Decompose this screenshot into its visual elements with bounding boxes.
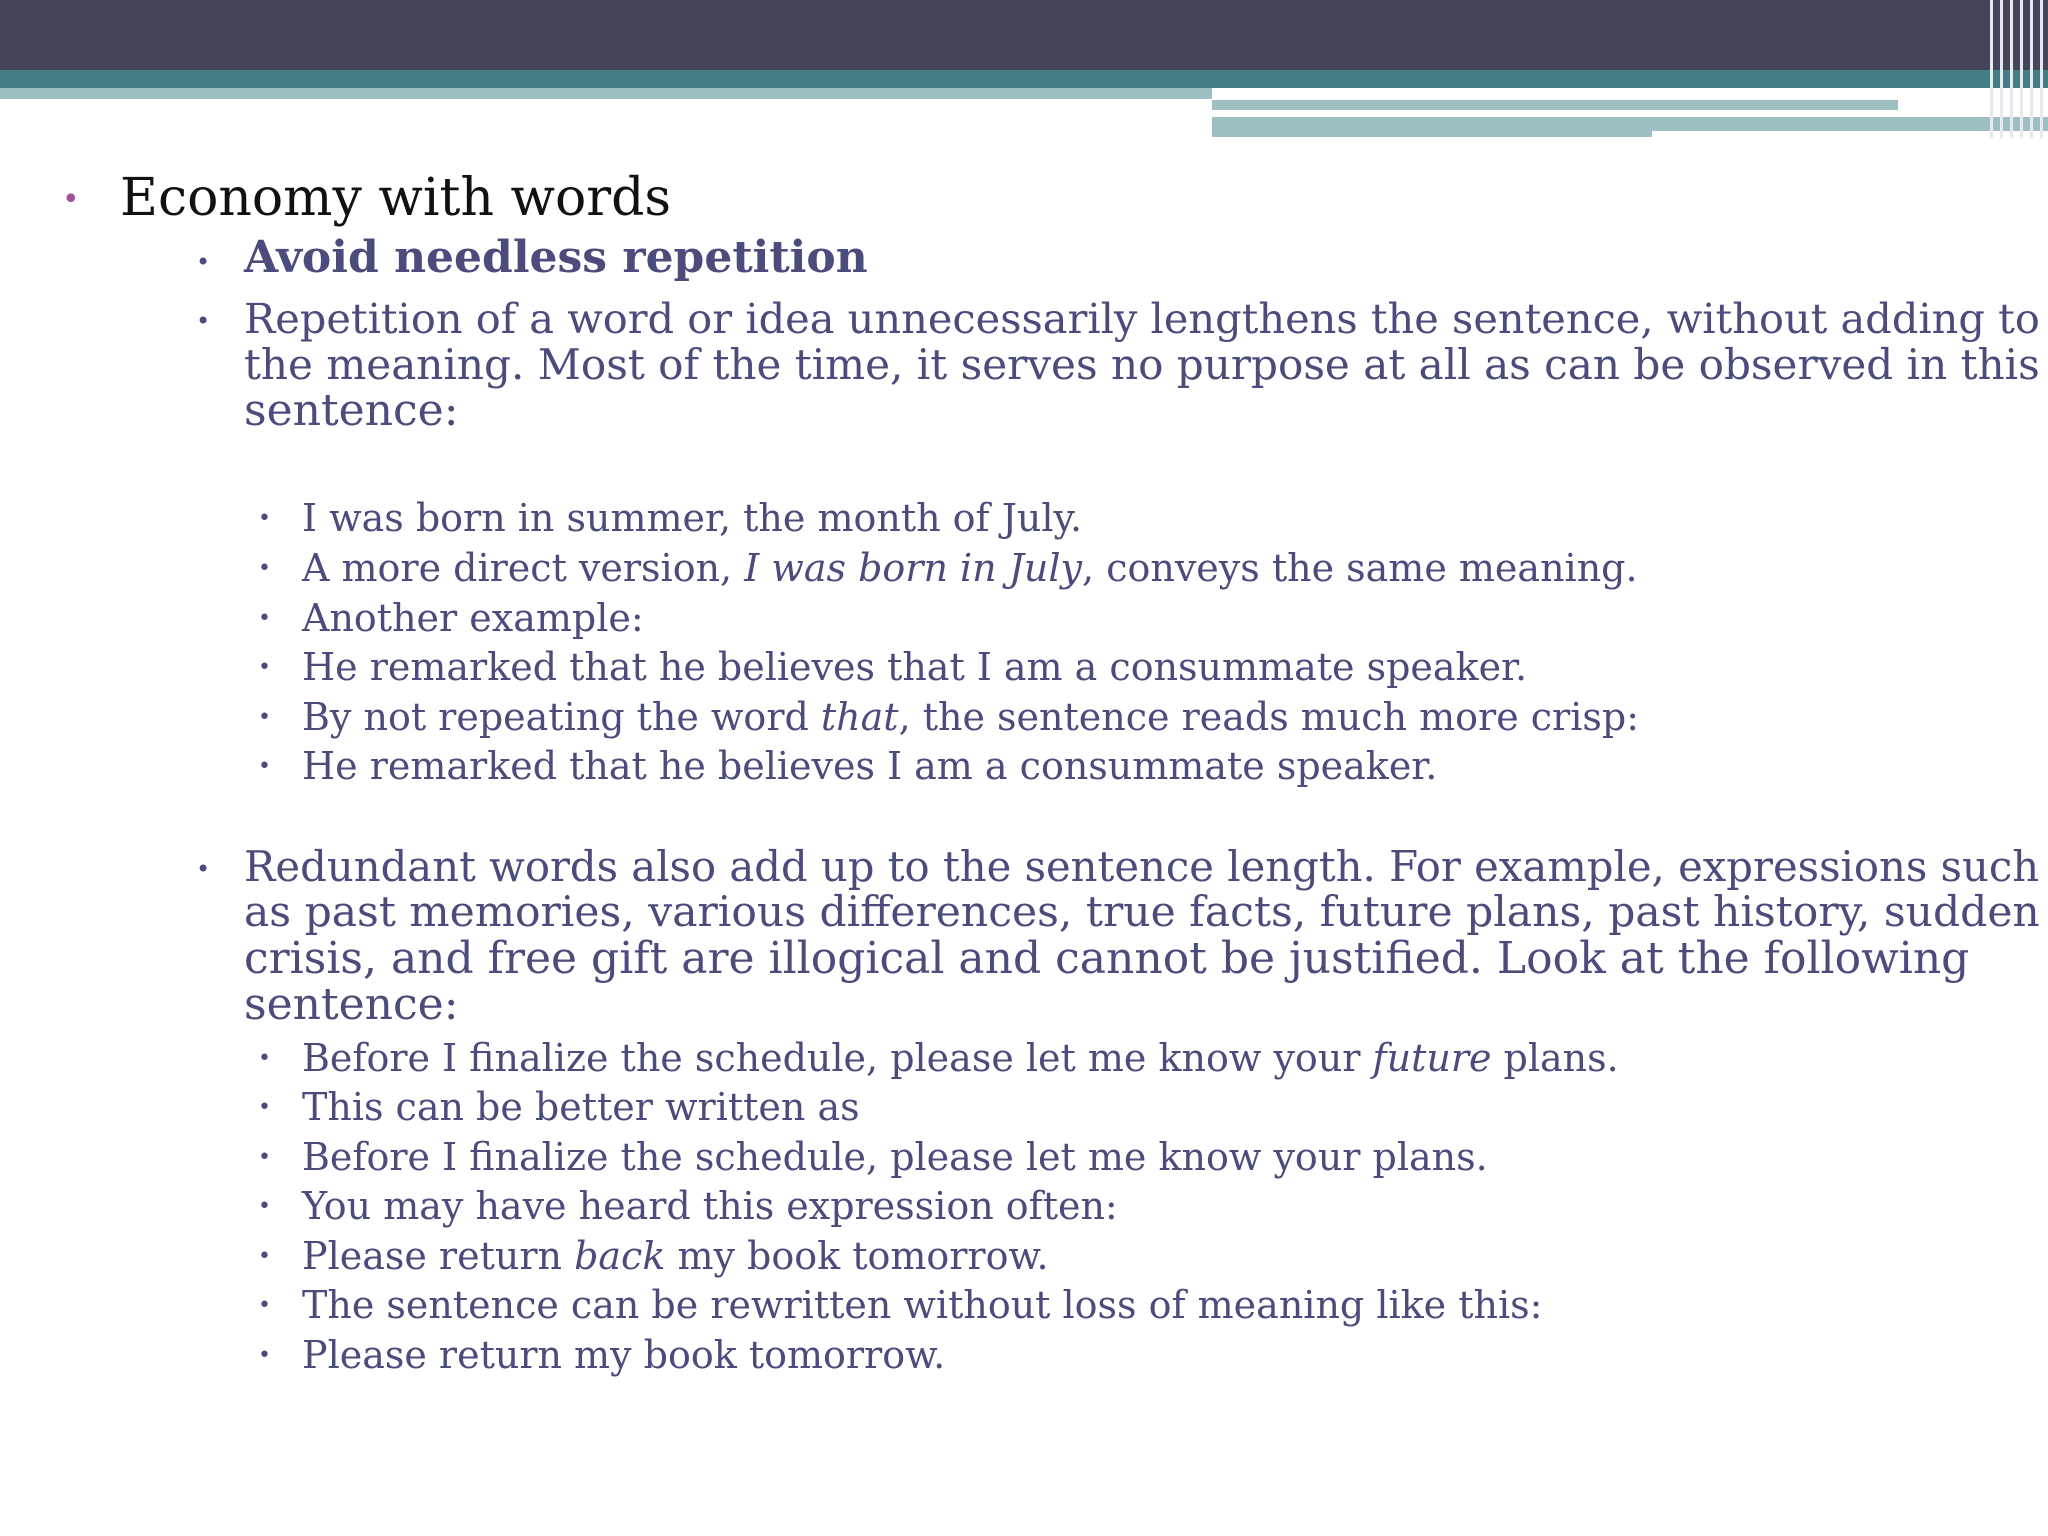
bullet-dot: • bbox=[258, 1145, 271, 1170]
list-item: He remarked that he believes that I am a consummate speaker. bbox=[302, 645, 1528, 689]
bullet-dot: • bbox=[62, 182, 80, 217]
list-item: He remarked that he believes I am a consummate speaker. bbox=[302, 744, 1438, 788]
bullet-dot: • bbox=[258, 1046, 271, 1071]
bullet-dot: • bbox=[258, 1293, 271, 1318]
list-item: The sentence can be rewritten without loss of meaning like this: bbox=[302, 1283, 1543, 1327]
section-heading: Avoid needless repetition bbox=[244, 232, 868, 283]
bullet-dot: • bbox=[258, 1194, 271, 1219]
list-item: A more direct version, I was born in July, conveys the same meaning. bbox=[302, 546, 1638, 590]
header-light-band bbox=[0, 88, 1212, 99]
paragraph-line: the meaning. Most of the time, it serves no purpose at all as can be observed in this bbox=[244, 340, 2040, 389]
bullet-dot: • bbox=[258, 754, 271, 779]
list-item: Please return back my book tomorrow. bbox=[302, 1234, 1049, 1278]
paragraph-line: crisis, and free gift are illogical and cannot be justified. Look at the following bbox=[244, 933, 1970, 984]
slide-title-bullet: Economy with words bbox=[120, 168, 672, 228]
paragraph-line: Repetition of a word or idea unnecessarily lengthens the sentence, without adding to bbox=[244, 294, 2040, 343]
list-item: Another example: bbox=[302, 596, 644, 640]
header-teal-band bbox=[0, 70, 2048, 88]
bullet-dot: • bbox=[258, 655, 271, 680]
bullet-dot: • bbox=[258, 1095, 271, 1120]
bullet-dot: • bbox=[258, 1244, 271, 1269]
list-item: You may have heard this expression often: bbox=[302, 1184, 1118, 1228]
bullet-dot: • bbox=[196, 248, 211, 276]
header-stripe bbox=[2020, 0, 2023, 138]
list-item: By not repeating the word that, the sentence reads much more crisp: bbox=[302, 695, 1640, 739]
paragraph-line: as past memories, various differences, true facts, future plans, past history, sudden bbox=[244, 888, 2040, 937]
header-stripe bbox=[2030, 0, 2033, 138]
paragraph-line: sentence: bbox=[244, 385, 459, 436]
bullet-dot: • bbox=[258, 606, 271, 631]
header-accent-gap-1 bbox=[1212, 110, 1898, 115]
list-item: Before I finalize the schedule, please let me know your plans. bbox=[302, 1135, 1488, 1179]
list-item: I was born in summer, the month of July. bbox=[302, 496, 1083, 540]
header-stripe bbox=[2010, 0, 2013, 138]
bullet-dot: • bbox=[258, 705, 271, 730]
list-item: Please return my book tomorrow. bbox=[302, 1333, 946, 1377]
header-stripe bbox=[1990, 0, 1993, 138]
bullet-dot: • bbox=[258, 506, 271, 531]
header-dark-band bbox=[0, 0, 2048, 70]
bullet-dot: • bbox=[196, 855, 211, 883]
paragraph-line: Redundant words also add up to the sentence length. For example, expressions such bbox=[244, 842, 2040, 891]
bullet-dot: • bbox=[258, 1343, 271, 1368]
header-accent-gap-2 bbox=[1652, 131, 2048, 137]
header-stripe bbox=[2000, 0, 2003, 138]
list-item: This can be better written as bbox=[302, 1085, 860, 1129]
bullet-dot: • bbox=[196, 307, 211, 335]
bullet-dot: • bbox=[258, 556, 271, 581]
header-stripe bbox=[2040, 0, 2043, 138]
list-item: Before I finalize the schedule, please let me know your future plans. bbox=[302, 1036, 1619, 1080]
paragraph-line: sentence: bbox=[244, 979, 459, 1030]
